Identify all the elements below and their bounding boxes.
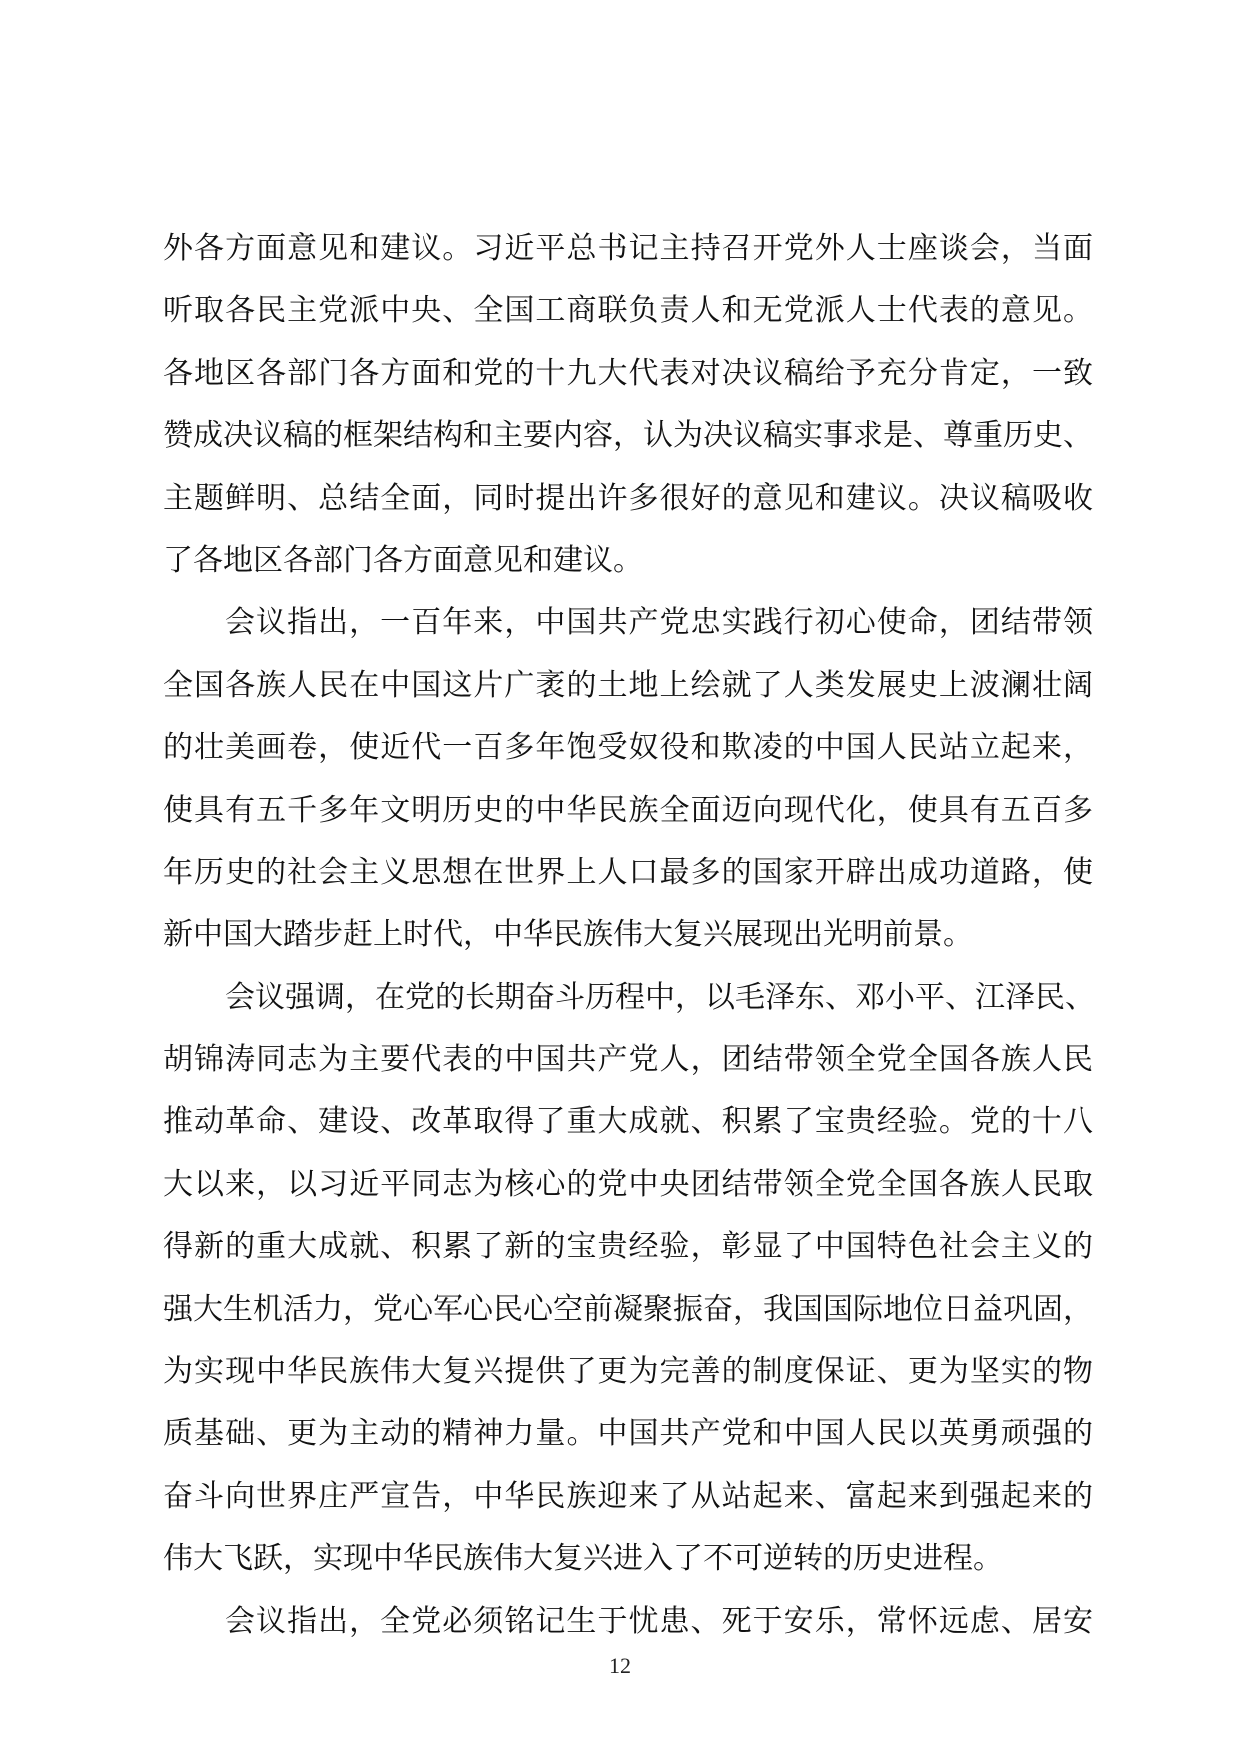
text-line: 年历史的社会主义思想在世界上人口最多的国家开辟出成功道路，使 (163, 854, 1093, 890)
text-line: 伟大飞跃，实现中华民族伟大复兴进入了不可逆转的历史进程。 (163, 1541, 1003, 1577)
paragraph (163, 592, 1093, 966)
text-line: 强大生机活力，党心军心民心空前凝聚振奋，我国国际地位日益巩固， (163, 1291, 1093, 1327)
text-line: 主题鲜明、总结全面，同时提出许多很好的意见和建议。决议稿吸收 (163, 480, 1093, 516)
body-text (163, 218, 1093, 1653)
paragraph (163, 967, 1093, 1591)
text-line: 得新的重大成就、积累了新的宝贵经验，彰显了中国特色社会主义的 (163, 1229, 1093, 1265)
text-line: 会议指出，一百年来，中国共产党忠实践行初心使命，团结带领 (225, 605, 1093, 641)
text-line: 会议强调，在党的长期奋斗历程中，以毛泽东、邓小平、江泽民、 (225, 979, 1095, 1015)
paragraph (163, 1591, 1093, 1653)
text-line: 赞成决议稿的框架结构和主要内容，认为决议稿实事求是、尊重历史、 (163, 418, 1093, 454)
text-line: 新中国大踏步赶上时代，中华民族伟大复兴展现出光明前景。 (163, 917, 973, 953)
text-line: 推动革命、建设、改革取得了重大成就、积累了宝贵经验。党的十八 (163, 1104, 1093, 1140)
text-line: 会议指出，全党必须铭记生于忧患、死于安乐，常怀远虑、居安 (225, 1603, 1093, 1639)
text-line: 了各地区各部门各方面意见和建议。 (163, 542, 643, 578)
page-number: 12 (609, 1653, 631, 1678)
text-line: 听取各民主党派中央、全国工商联负责人和无党派人士代表的意见。 (163, 293, 1093, 329)
text-line: 的壮美画卷，使近代一百多年饱受奴役和欺凌的中国人民站立起来， (163, 730, 1093, 766)
text-line: 奋斗向世界庄严宣告，中华民族迎来了从站起来、富起来到强起来的 (163, 1478, 1093, 1514)
text-line: 大以来，以习近平同志为核心的党中央团结带领全党全国各族人民取 (163, 1166, 1093, 1202)
text-line: 各地区各部门各方面和党的十九大代表对决议稿给予充分肯定，一致 (163, 355, 1093, 391)
text-line: 为实现中华民族伟大复兴提供了更为完善的制度保证、更为坚实的物 (163, 1354, 1093, 1390)
text-line: 质基础、更为主动的精神力量。中国共产党和中国人民以英勇顽强的 (163, 1416, 1093, 1452)
text-line: 胡锦涛同志为主要代表的中国共产党人，团结带领全党全国各族人民 (163, 1042, 1093, 1078)
text-line: 使具有五千多年文明历史的中华民族全面迈向现代化，使具有五百多 (163, 792, 1093, 828)
text-line: 外各方面意见和建议。习近平总书记主持召开党外人士座谈会，当面 (163, 231, 1093, 266)
paragraph (163, 218, 1093, 592)
text-line: 全国各族人民在中国这片广袤的土地上绘就了人类发展史上波澜壮阔 (163, 667, 1093, 703)
